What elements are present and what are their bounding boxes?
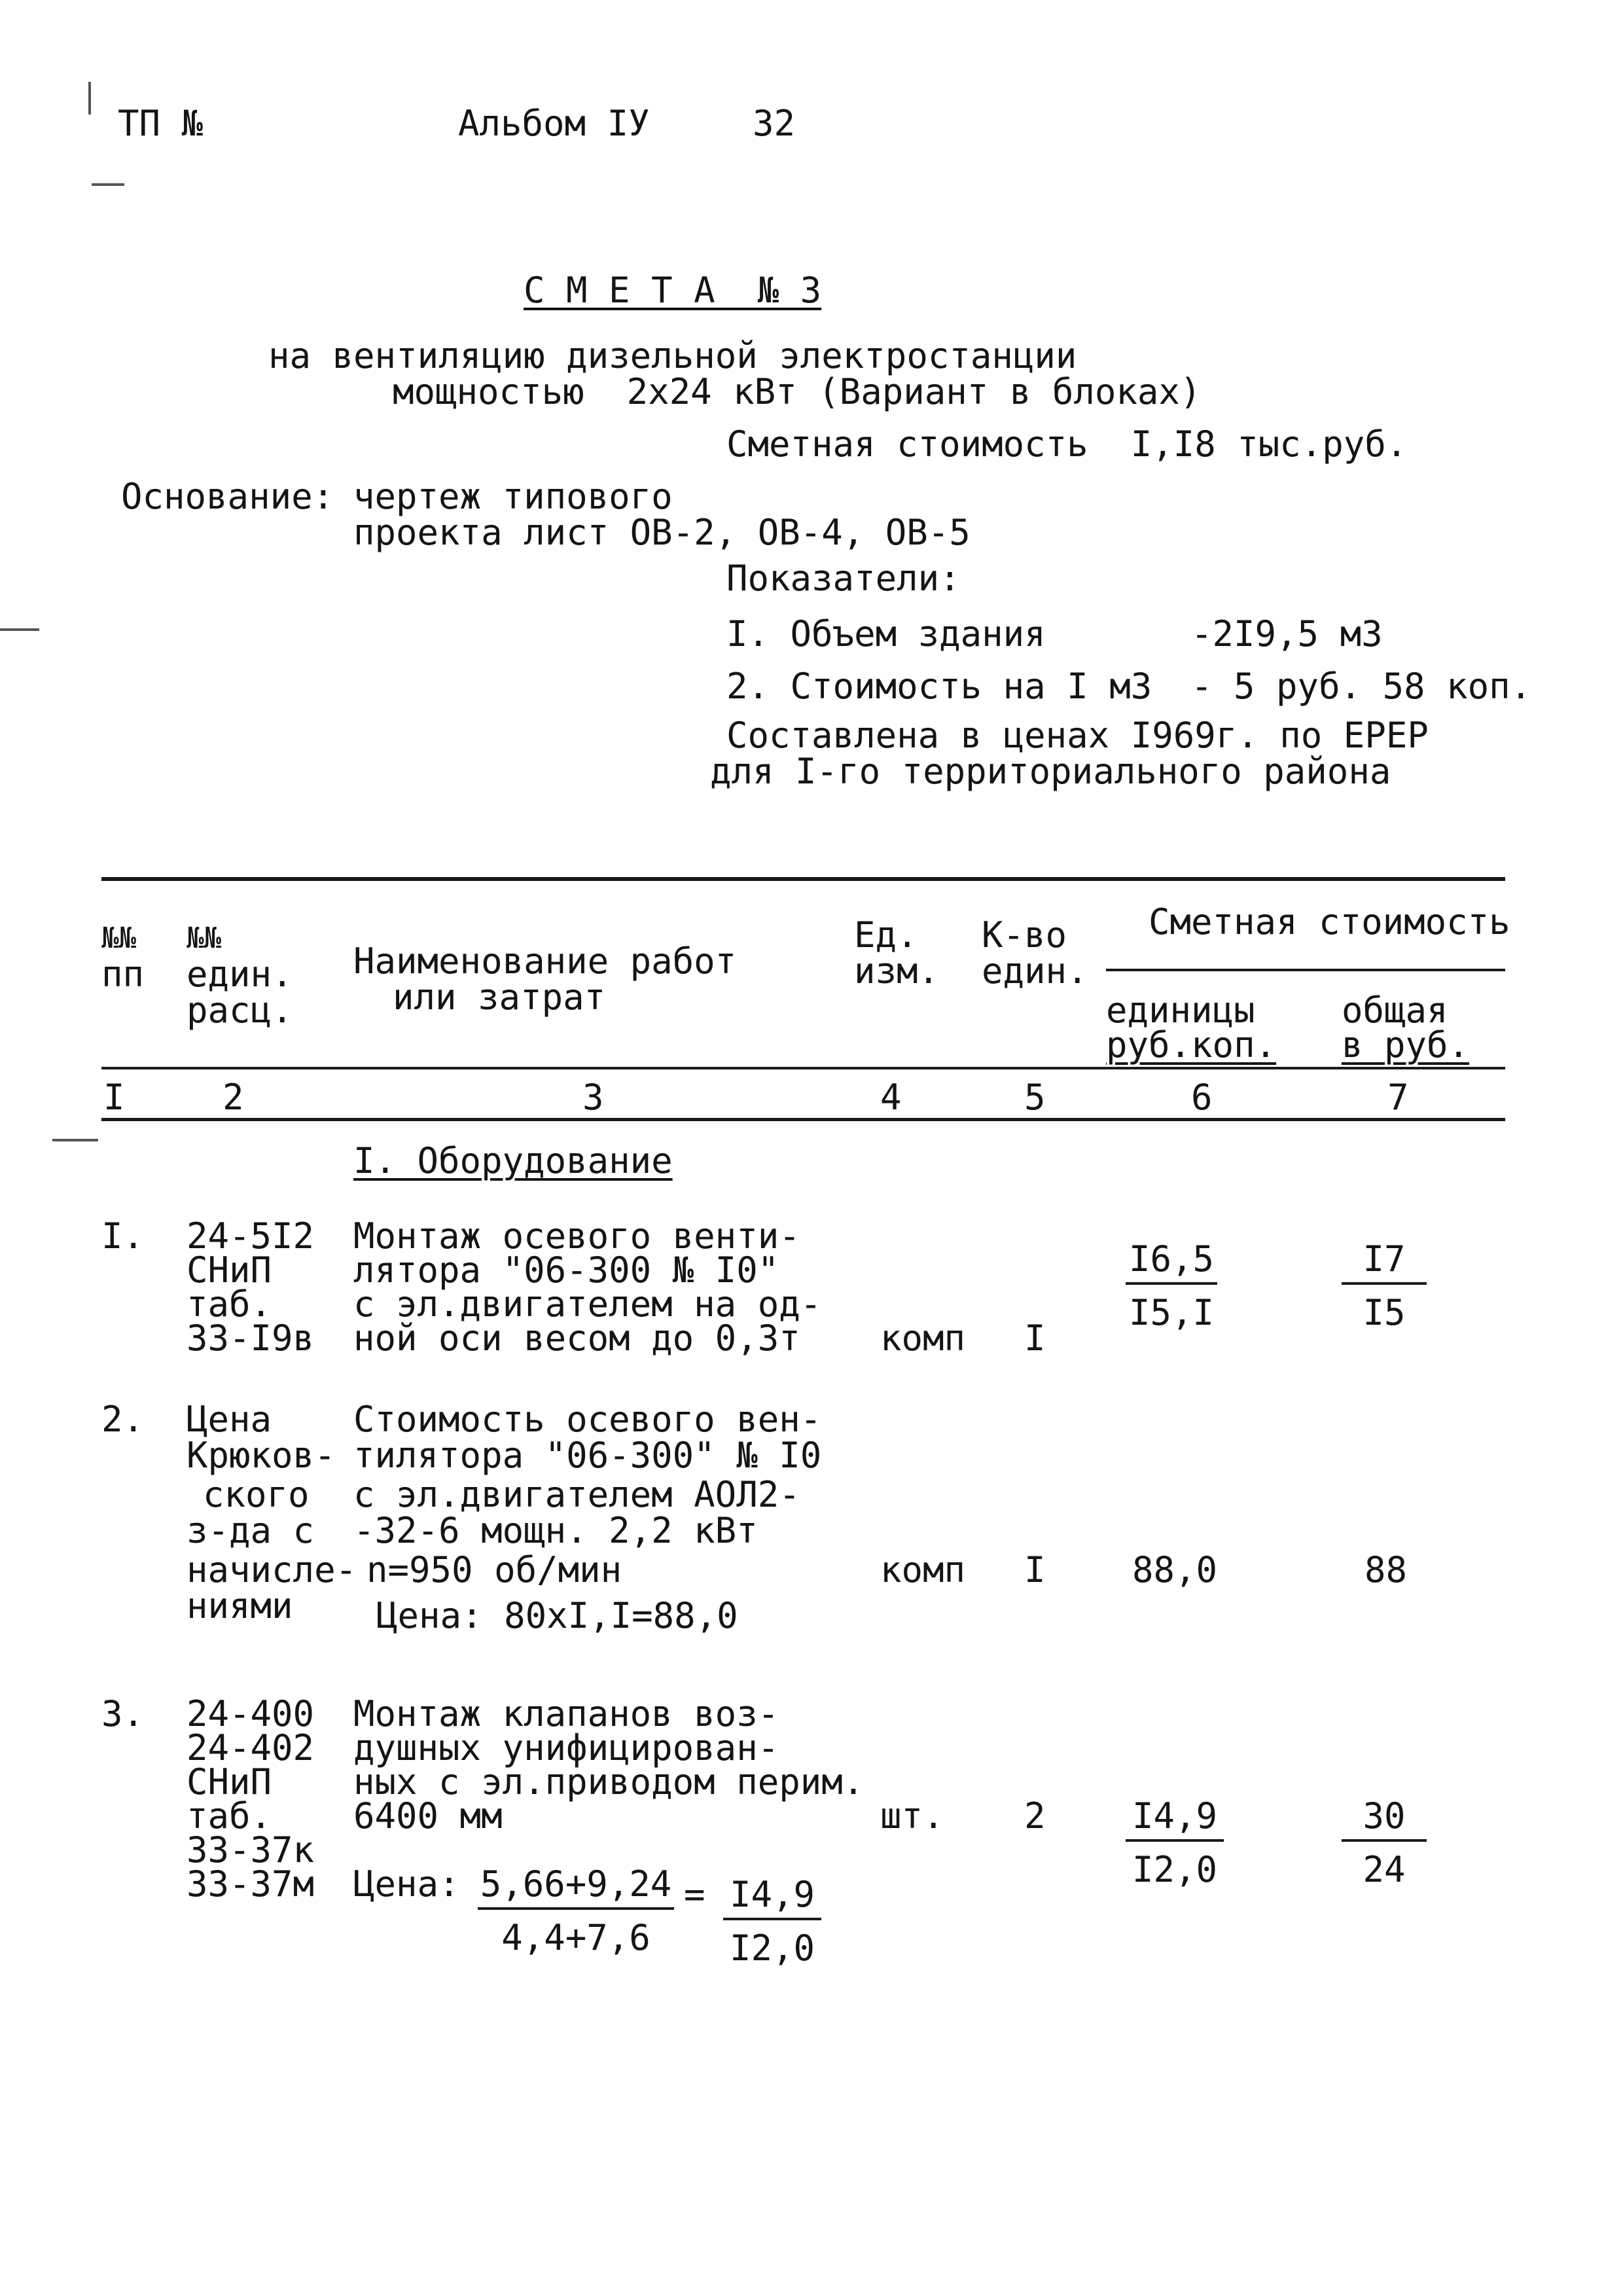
row3-price-top: I4,9 [1132, 1795, 1218, 1837]
row3-total [1342, 1797, 1427, 1889]
row1-unit-price [1126, 1240, 1217, 1332]
subtitle-line-1: на вентиляцию дизельной электростанции [268, 335, 1077, 376]
row1-code-1: 24-5I2 [187, 1215, 315, 1257]
row1-num: I. [101, 1215, 145, 1257]
row3-formula-equals: = [684, 1874, 705, 1915]
row3-price-divider [1126, 1839, 1224, 1842]
document-title: С М Е Т А № 3 [524, 270, 822, 311]
margin-mark [52, 1139, 98, 1141]
margin-mark [92, 183, 124, 186]
row2-name-6: Цена: 80хI,I=88,0 [376, 1595, 738, 1636]
header-col7-line1: общая [1342, 990, 1448, 1031]
row1-code-2: СНиП [187, 1249, 272, 1291]
indicator-2-name: 2. Стоимость на I м3 [726, 666, 1152, 707]
row2-name-5: n=950 об/мин [366, 1549, 622, 1590]
header-col4-line2: изм. [854, 950, 940, 992]
col-number-2: 2 [223, 1077, 244, 1118]
row3-code-5: 33-37к [187, 1829, 315, 1871]
row3-formula-result-bottom: I2,0 [729, 1928, 815, 1969]
row1-name-3: с эл.двигателем на од- [353, 1283, 822, 1325]
header-col3-line1: Наименование работ [353, 941, 737, 982]
subtitle-line-2: мощностью 2х24 кВт (Вариант в блоках) [393, 371, 1202, 412]
row1-total [1342, 1240, 1427, 1332]
col-number-4: 4 [880, 1077, 902, 1118]
header-page-number: 32 [753, 103, 796, 144]
row3-name-4: 6400 мм [353, 1795, 503, 1837]
row2-name-2: тилятора "06-300" № I0 [353, 1435, 822, 1476]
row1-qty: I [1024, 1318, 1046, 1359]
row3-formula-numerator: 5,66+9,24 [480, 1863, 672, 1905]
row1-price-top: I6,5 [1128, 1238, 1215, 1280]
row3-qty: 2 [1024, 1795, 1046, 1837]
row1-total-divider [1342, 1282, 1427, 1285]
row2-name-1: Стоимость осевого вен- [353, 1399, 822, 1440]
row3-unit-price [1126, 1797, 1224, 1889]
row2-unit: комп [880, 1549, 966, 1590]
row3-formula-result [723, 1876, 821, 1967]
row2-unit-price: 88,0 [1132, 1549, 1218, 1590]
row2-code-1: Цена [187, 1399, 272, 1440]
header-col7-line2: в руб. [1342, 1024, 1470, 1066]
col-number-6: 6 [1191, 1077, 1213, 1118]
margin-mark [88, 82, 91, 115]
header-col2-line1: №№ [187, 922, 221, 955]
table-top-rule [101, 877, 1505, 881]
row3-formula-denominator: 4,4+7,6 [501, 1917, 651, 1958]
row1-unit: комп [880, 1318, 966, 1359]
header-col1-line2: пп [101, 954, 145, 995]
row3-num: 3. [101, 1693, 145, 1734]
row1-name-1: Монтаж осевого венти- [353, 1215, 800, 1257]
header-col6-line2: руб.коп. [1106, 1024, 1277, 1066]
row2-name-4: -32-6 мощн. 2,2 кВт [353, 1510, 758, 1551]
row1-price-bottom: I5,I [1128, 1292, 1215, 1333]
header-col2-line3: расц. [187, 990, 293, 1031]
col-number-5: 5 [1024, 1077, 1046, 1118]
row2-total: 88 [1364, 1549, 1408, 1590]
indicator-1-name: I. Объем здания [726, 613, 1046, 655]
header-tp: ТП № [118, 103, 204, 144]
row2-qty: I [1024, 1549, 1046, 1590]
row3-code-3: СНиП [187, 1761, 272, 1803]
header-group-estimate-cost: Сметная стоимость [1149, 901, 1510, 942]
row3-name-2: душных унифицирован- [353, 1727, 779, 1768]
row2-num: 2. [101, 1399, 145, 1440]
row3-code-1: 24-400 [187, 1693, 315, 1734]
indicator-1-value: -2I9,5 м3 [1191, 613, 1383, 655]
col-number-3: 3 [582, 1077, 604, 1118]
row3-name-1: Монтаж клапанов воз- [353, 1693, 779, 1734]
header-group-rule [1106, 969, 1505, 971]
header-col5-line1: К-во [982, 914, 1067, 956]
row1-total-bottom: I5 [1363, 1292, 1406, 1333]
header-col2-line2: един. [187, 954, 293, 995]
basis-label: Основание: [121, 476, 334, 517]
row3-code-6: 33-37м [187, 1863, 315, 1905]
row1-price-divider [1126, 1282, 1217, 1285]
row3-formula-result-divider [723, 1918, 821, 1920]
row2-code-2: Крюков- [187, 1435, 336, 1476]
margin-mark [0, 628, 39, 631]
header-col6-line1: единицы [1106, 990, 1255, 1031]
row3-formula-result-top: I4,9 [729, 1874, 815, 1915]
row2-code-5: начисле- [187, 1549, 357, 1590]
header-col3-line2: или затрат [393, 977, 606, 1018]
header-col1-line1: №№ [101, 922, 136, 955]
row3-total-top: 30 [1363, 1795, 1406, 1837]
compiled-line-1: Составлена в ценах I969г. по ЕРЕР [726, 715, 1429, 756]
row3-price-bottom: I2,0 [1132, 1849, 1218, 1890]
row3-formula-divider [478, 1907, 674, 1910]
col-number-7: 7 [1387, 1077, 1409, 1118]
row3-price-formula-label: Цена: [353, 1863, 460, 1905]
indicator-2-value: - 5 руб. 58 коп. [1191, 666, 1532, 707]
row3-code-2: 24-402 [187, 1727, 315, 1768]
row3-code-4: таб. [187, 1795, 272, 1837]
row3-name-3: ных с эл.приводом перим. [353, 1761, 865, 1803]
row1-name-2: лятора "06-300 № I0" [353, 1249, 779, 1291]
row2-name-3: с эл.двигателем АОЛ2- [353, 1474, 800, 1515]
header-col4-line1: Ед. [854, 914, 918, 956]
row1-name-4: ной оси весом до 0,3т [353, 1318, 800, 1359]
row1-total-top: I7 [1363, 1238, 1406, 1280]
estimate-cost: Сметная стоимость I,I8 тыс.руб. [726, 423, 1408, 465]
row2-code-6: ниями [187, 1585, 293, 1626]
row2-code-4: з-да с [187, 1510, 315, 1551]
basis-line-2: проекта лист ОВ-2, ОВ-4, ОВ-5 [353, 512, 971, 553]
row2-code-3: ского [203, 1474, 310, 1515]
col-number-1: I [103, 1077, 125, 1118]
compiled-line-2: для I-го территориального района [710, 751, 1391, 792]
basis-line-1: чертеж типового [353, 476, 673, 517]
row3-total-bottom: 24 [1363, 1849, 1406, 1890]
row3-price-formula-fraction [478, 1865, 674, 1957]
col-numbers-rule [101, 1118, 1505, 1121]
indicators-heading: Показатели: [726, 558, 961, 599]
row1-code-4: 33-I9в [187, 1318, 315, 1359]
row1-code-3: таб. [187, 1283, 272, 1325]
header-bottom-rule [101, 1067, 1505, 1069]
header-album: Альбом IУ [458, 103, 650, 144]
section-title-equipment: I. Оборудование [353, 1140, 673, 1181]
row3-total-divider [1342, 1839, 1427, 1842]
row3-unit: шт. [880, 1795, 944, 1837]
header-col5-line2: един. [982, 950, 1088, 992]
